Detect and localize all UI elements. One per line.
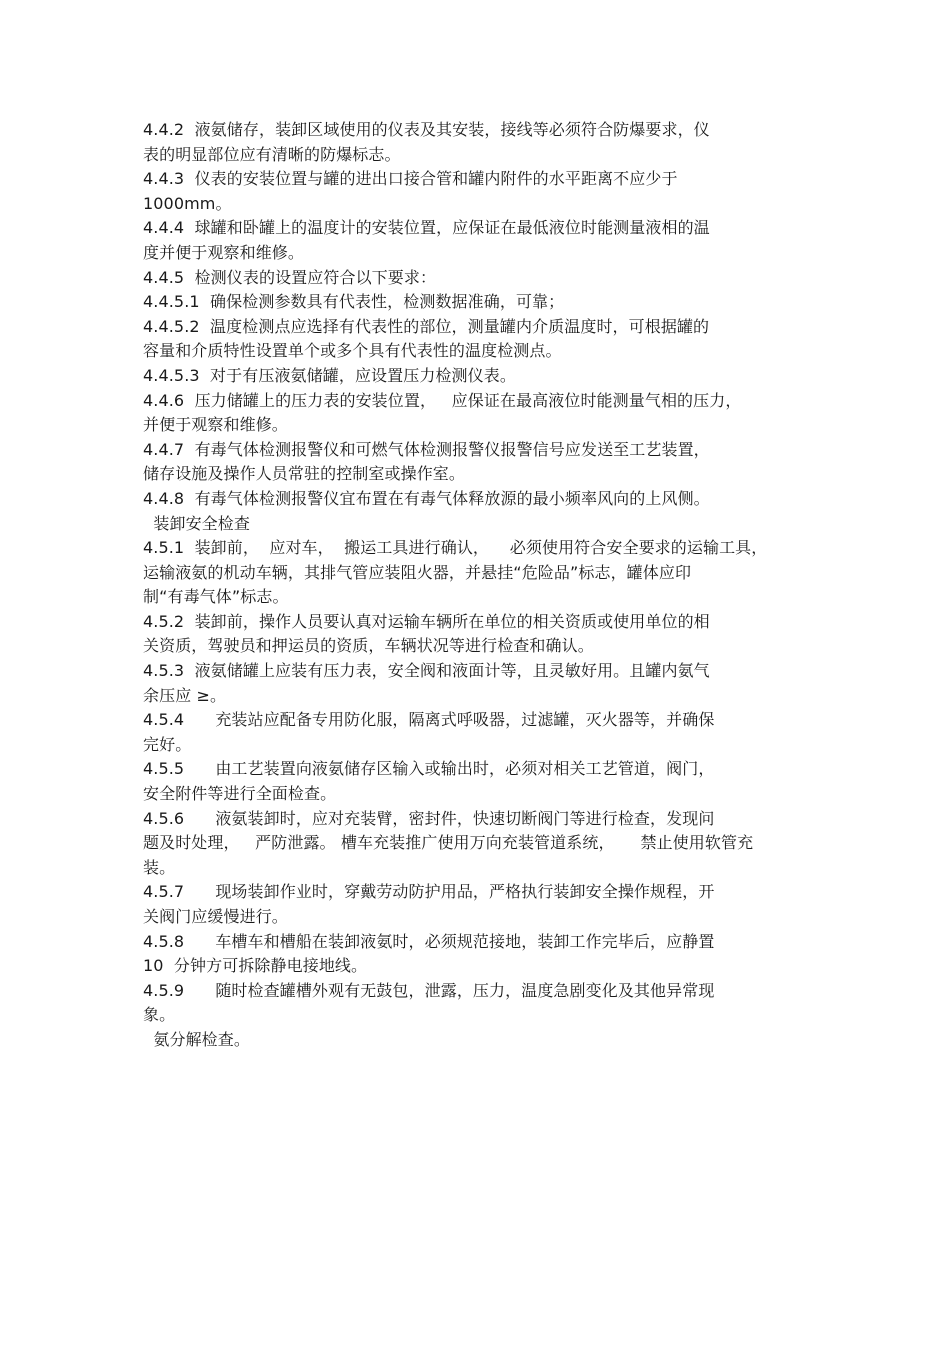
text-line: 4.4.5 检测仪表的设置应符合以下要求： — [143, 267, 437, 287]
text-line: 象。 — [143, 1005, 176, 1025]
text-line: 表的明显部位应有清晰的防爆标志。 — [143, 144, 401, 164]
text-line: 4.4.5.1 确保检测参数具有代表性，检测数据准确，可靠； — [143, 292, 565, 312]
text-line: 4.4.8 有毒气体检测报警仪宜布置在有毒气体释放源的最小频率风向的上风侧。 — [143, 488, 710, 508]
text-line: 4.5.4 充装站应配备专用防化服，隔离式呼吸器，过滤罐，灭火器等，并确保 — [143, 710, 715, 730]
text-line: 关阀门应缓慢进行。 — [143, 907, 288, 926]
text-line: 安全附件等进行全面检查。 — [143, 784, 337, 804]
text-line: 4.4.6 压力储罐上的压力表的安装位置， 应保证在最高液位时能测量气相的压力， — [143, 390, 742, 410]
text-line: 4.5.9 随时检查罐槽外观有无鼓包，泄露，压力，温度急剧变化及其他异常现 — [143, 980, 715, 1000]
text-line: 装。 — [143, 857, 176, 877]
text-line: 4.5.8 车槽车和槽船在装卸液氨时，必须规范接地，装卸工作完毕后，应静置 — [143, 931, 715, 951]
text-line: 完好。 — [143, 734, 192, 754]
text-line: 4.4.2 液氨储存，装卸区域使用的仪表及其安装，接线等必须符合防爆要求，仪 — [143, 120, 710, 139]
text-line: 4.5.2 装卸前，操作人员要认真对运输车辆所在单位的相关资质或使用单位的相 — [143, 611, 710, 631]
text-line: 10 分钟方可拆除静电接地线。 — [143, 956, 368, 976]
text-line: 容量和介质特性设置单个或多个具有代表性的温度检测点。 — [143, 341, 562, 361]
text-line: 储存设施及操作人员常驻的控制室或操作室。 — [143, 464, 466, 484]
text-line: 关资质，驾驶员和押运员的资质，车辆状况等进行检查和确认。 — [143, 636, 594, 656]
text-line: 4.5.3 液氨储罐上应装有压力表，安全阀和液面计等，且灵敏好用。且罐内氨气 — [143, 661, 710, 681]
text-line: 并便于观察和维修。 — [143, 415, 288, 435]
text-line: 余压应 ≥。 — [143, 685, 227, 705]
text-line: 4.4.5.2 温度检测点应选择有代表性的部位，测量罐内介质温度时，可根据罐的 — [143, 316, 710, 336]
text-line: 4.4.4 球罐和卧罐上的温度计的安装位置，应保证在最低液位时能测量液相的温 — [143, 218, 710, 238]
text-line: 4.5.1 装卸前， 应对车， 搬运工具进行确认， 必须使用符合安全要求的运输工具， — [143, 538, 768, 558]
text-line: 度并便于观察和维修。 — [143, 242, 305, 262]
text-line: 题及时处理， 严防泄露。 槽车充装推广使用万向充装管道系统， 禁止使用软管充 — [143, 833, 754, 853]
text-line: 4.5.7 现场装卸作业时，穿戴劳动防护用品，严格执行装卸安全操作规程，开 — [143, 882, 715, 902]
document-body — [143, 118, 823, 1053]
text-line: 1000mm。 — [143, 193, 232, 213]
text-line: 4.5.5 由工艺装置向液氨储存区输入或输出时，必须对相关工艺管道，阀门， — [143, 759, 715, 779]
text-line: 4.4.5.3 对于有压液氨储罐，应设置压力检测仪表。 — [143, 365, 516, 385]
text-line: 氨分解检查。 — [143, 1029, 250, 1049]
text-line: 4.4.7 有毒气体检测报警仪和可燃气体检测报警仪报警信号应发送至工艺装置， — [143, 439, 710, 459]
text-line: 制“有毒气体”标志。 — [143, 587, 289, 607]
text-line: 4.5.6 液氨装卸时，应对充装臂，密封件，快速切断阀门等进行检查，发现问 — [143, 808, 715, 828]
text-line: 运输液氨的机动车辆，其排气管应装阻火器，并悬挂“危险品”标志，罐体应印 — [143, 562, 692, 582]
text-line: 装卸安全检查 — [143, 513, 250, 533]
text-line: 4.4.3 仪表的安装位置与罐的进出口接合管和罐内附件的水平距离不应少于 — [143, 169, 678, 189]
